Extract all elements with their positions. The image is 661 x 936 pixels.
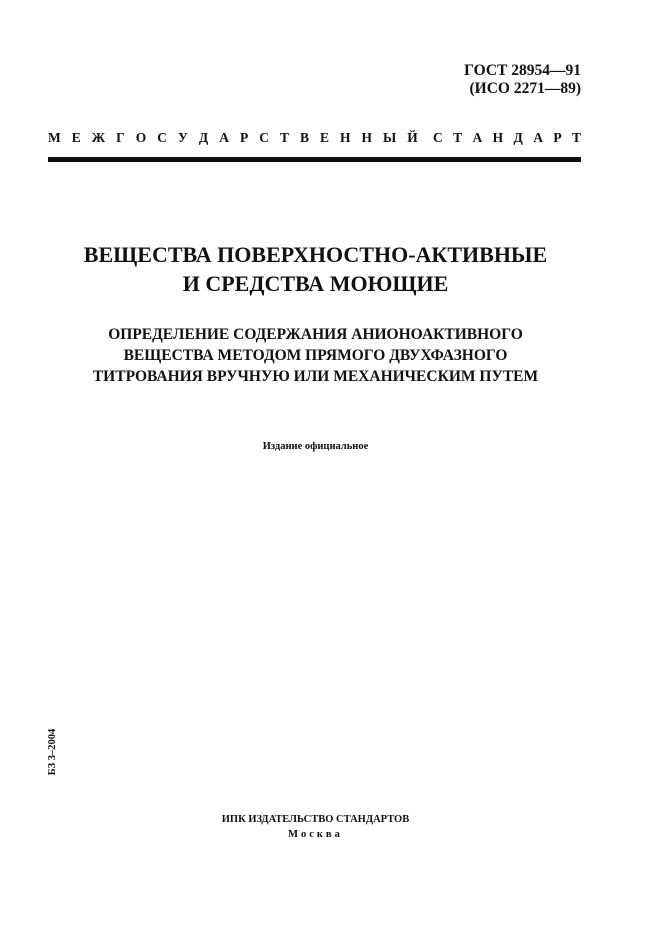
standard-designation <box>464 62 581 98</box>
letter: Д <box>198 130 209 145</box>
letter: Н <box>340 130 351 145</box>
letter: Н <box>492 130 504 145</box>
standard-category <box>48 130 581 146</box>
letter: М <box>48 130 61 145</box>
iso-number: (ИСО 2271—89) <box>469 80 581 97</box>
letter: А <box>219 130 229 145</box>
document-title <box>40 240 591 298</box>
letter: С <box>433 130 443 145</box>
letter: О <box>135 130 147 145</box>
letter: Ж <box>91 130 106 145</box>
title-line-2: И СРЕДСТВА МОЮЩИЕ <box>182 271 449 296</box>
category-word-interstate <box>48 130 418 146</box>
letter: Д <box>513 130 523 145</box>
letter: Ы <box>383 130 397 145</box>
publisher: ИПК ИЗДАТЕЛЬСТВО СТАНДАРТОВ <box>221 814 410 825</box>
letter: Р <box>553 130 562 145</box>
letter: Й <box>407 130 418 145</box>
title-line-1: ВЕЩЕСТВА ПОВЕРХНОСТНО-АКТИВНЫЕ <box>83 242 548 267</box>
letter: А <box>533 130 543 145</box>
subtitle-line-1: ОПРЕДЕЛЕНИЕ СОДЕРЖАНИЯ АНИОНОАКТИВНОГО <box>108 326 523 343</box>
letter: Т <box>453 130 463 145</box>
letter: У <box>177 130 188 145</box>
letter: Е <box>319 130 329 145</box>
letter: Т <box>279 130 289 145</box>
letter: Е <box>71 130 81 145</box>
gost-number: ГОСТ 28954—91 <box>464 62 581 79</box>
publisher-city: Москва <box>288 829 343 840</box>
letter: С <box>157 130 167 145</box>
letter: С <box>259 130 269 145</box>
category-word-standard <box>433 130 581 146</box>
letter: Н <box>361 130 373 145</box>
subtitle-line-2: ВЕЩЕСТВА МЕТОДОМ ПРЯМОГО ДВУХФАЗНОГО <box>123 347 508 364</box>
letter: Р <box>239 130 249 145</box>
header-rule <box>48 157 581 162</box>
document-subtitle <box>40 324 591 387</box>
letter: Г <box>116 130 125 145</box>
subtitle-line-3: ТИТРОВАНИЯ ВРУЧНУЮ ИЛИ МЕХАНИЧЕСКИМ ПУТЕМ <box>92 368 539 385</box>
letter: А <box>472 130 483 145</box>
edition-note: Издание официальное <box>262 441 369 452</box>
letter: В <box>299 130 309 145</box>
letter: Т <box>571 130 581 145</box>
side-code: БЗ 3–2004 <box>47 728 58 776</box>
